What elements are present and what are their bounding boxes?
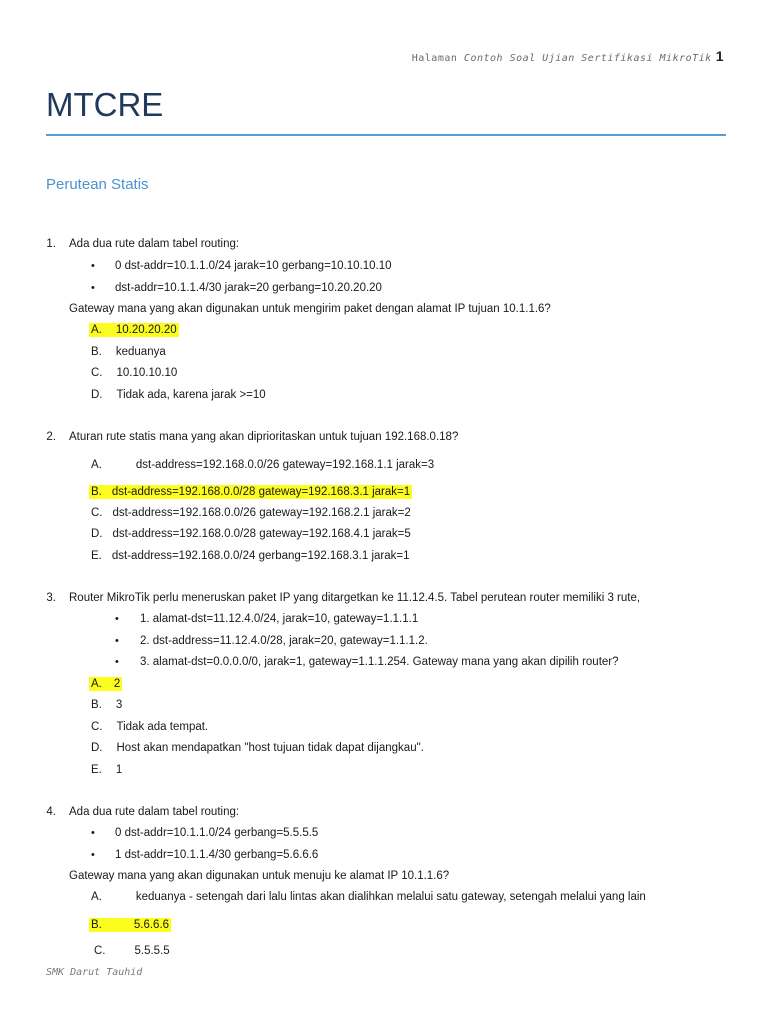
route-item: 1. alamat-dst=11.12.4.0/24, jarak=10, gateway=1.1.1.1 xyxy=(140,613,419,625)
option-text: 5.6.6.6 xyxy=(133,919,170,931)
route-item: 1 dst-addr=10.1.1.4/30 gerbang=5.6.6.6 xyxy=(115,849,319,861)
option-text: Tidak ada tempat. xyxy=(116,721,209,733)
answer-option-correct xyxy=(89,485,412,499)
question-text: Gateway mana yang akan digunakan untuk menuju ke alamat IP 10.1.1.6? xyxy=(69,870,450,882)
question-number: 3. xyxy=(46,592,56,604)
document-title: MTCRE xyxy=(46,86,164,123)
option-text: dst-address=192.168.0.0/28 gateway=192.168.3.1 jarak=1 xyxy=(111,486,411,498)
option-text: dst-address=192.168.0.0/28 gateway=192.168.4.1 jarak=5 xyxy=(112,528,411,540)
answer-option xyxy=(91,891,646,903)
answer-option xyxy=(91,764,122,776)
option-text: 1 xyxy=(115,764,123,776)
answer-option xyxy=(91,367,177,379)
answer-option xyxy=(94,945,170,957)
option-letter: E. xyxy=(91,550,102,562)
answer-option xyxy=(91,528,411,540)
option-letter: D. xyxy=(91,742,103,754)
option-letter: B. xyxy=(91,699,102,711)
section-heading: Perutean Statis xyxy=(46,176,149,193)
page-header xyxy=(412,48,724,64)
route-item: 0 dst-addr=10.1.1.0/24 jarak=10 gerbang=10.10.10.10 xyxy=(115,260,392,272)
header-doc-title: Contoh Soal Ujian Sertifikasi MikroTik xyxy=(463,53,712,64)
bullet-icon: • xyxy=(91,827,95,839)
option-text: keduanya - setengah dari lalu lintas akan dialihkan melalui satu gateway, setengah melalui yang lain xyxy=(135,891,646,903)
answer-option xyxy=(91,721,208,733)
question-text: Router MikroTik perlu meneruskan paket IP yang ditargetkan ke 11.12.4.5. Tabel perutean router memiliki 3 rute, xyxy=(69,592,641,604)
option-text: 2 xyxy=(113,678,121,690)
option-text: 5.5.5.5 xyxy=(134,945,170,957)
option-letter: B. xyxy=(91,919,102,931)
option-text: dst-address=192.168.0.0/26 gateway=192.168.1.1 jarak=3 xyxy=(135,459,435,471)
option-text: dst-address=192.168.0.0/24 gerbang=192.168.3.1 jarak=1 xyxy=(111,550,410,562)
bullet-icon: • xyxy=(91,282,95,294)
route-item: 3. alamat-dst=0.0.0.0/0, jarak=1, gateway=1.1.1.254. Gateway mana yang akan dipilih router? xyxy=(140,656,619,668)
question-number: 4. xyxy=(46,806,56,818)
option-letter: B. xyxy=(91,346,102,358)
option-letter: A. xyxy=(91,891,102,903)
answer-option xyxy=(91,699,122,711)
option-letter: C. xyxy=(91,507,103,519)
bullet-icon: • xyxy=(115,613,119,625)
question-number: 1. xyxy=(46,238,56,250)
answer-option xyxy=(91,389,266,401)
page-number: 1 xyxy=(715,48,724,64)
option-text: Tidak ada, karena jarak >=10 xyxy=(116,389,266,401)
answer-option-correct xyxy=(89,323,179,337)
bullet-icon: • xyxy=(115,656,119,668)
option-letter: C. xyxy=(91,721,103,733)
answer-option-correct xyxy=(89,918,171,932)
answer-option xyxy=(91,550,410,562)
option-letter: C. xyxy=(94,945,106,957)
bullet-icon: • xyxy=(115,635,119,647)
answer-option xyxy=(91,459,434,471)
answer-option-correct xyxy=(89,677,122,691)
bullet-icon: • xyxy=(91,260,95,272)
option-letter: E. xyxy=(91,764,102,776)
question-text: Ada dua rute dalam tabel routing: xyxy=(69,238,240,250)
page-footer: SMK Darut Tauhid xyxy=(46,967,143,978)
route-item: 2. dst-address=11.12.4.0/28, jarak=20, gateway=1.1.1.2. xyxy=(140,635,428,647)
title-rule xyxy=(46,134,726,136)
header-prefix: Halaman xyxy=(411,53,458,64)
question-text: Gateway mana yang akan digunakan untuk mengirim paket dengan alamat IP tujuan 10.1.1.6? xyxy=(69,303,551,315)
option-text: Host akan mendapatkan "host tujuan tidak dapat dijangkau". xyxy=(116,742,424,754)
option-text: 3 xyxy=(115,699,123,711)
option-text: keduanya xyxy=(115,346,166,358)
option-letter: B. xyxy=(91,486,102,498)
option-letter: A. xyxy=(91,459,102,471)
question-text: Aturan rute statis mana yang akan diprioritaskan untuk tujuan 192.168.0.18? xyxy=(69,431,459,443)
option-letter: A. xyxy=(91,678,102,690)
option-text: dst-address=192.168.0.0/26 gateway=192.168.2.1 jarak=2 xyxy=(112,507,411,519)
answer-option xyxy=(91,742,424,754)
bullet-icon: • xyxy=(91,849,95,861)
question-text: Ada dua rute dalam tabel routing: xyxy=(69,806,240,818)
option-letter: A. xyxy=(91,324,102,336)
route-item: 0 dst-addr=10.1.1.0/24 gerbang=5.5.5.5 xyxy=(115,827,319,839)
option-letter: D. xyxy=(91,389,103,401)
answer-option xyxy=(91,507,411,519)
answer-option xyxy=(91,346,166,358)
option-text: 10.20.20.20 xyxy=(115,324,177,336)
option-letter: C. xyxy=(91,367,103,379)
route-item: dst-addr=10.1.1.4/30 jarak=20 gerbang=10.20.20.20 xyxy=(115,282,382,294)
option-text: 10.10.10.10 xyxy=(116,367,178,379)
option-letter: D. xyxy=(91,528,103,540)
question-number: 2. xyxy=(46,431,56,443)
